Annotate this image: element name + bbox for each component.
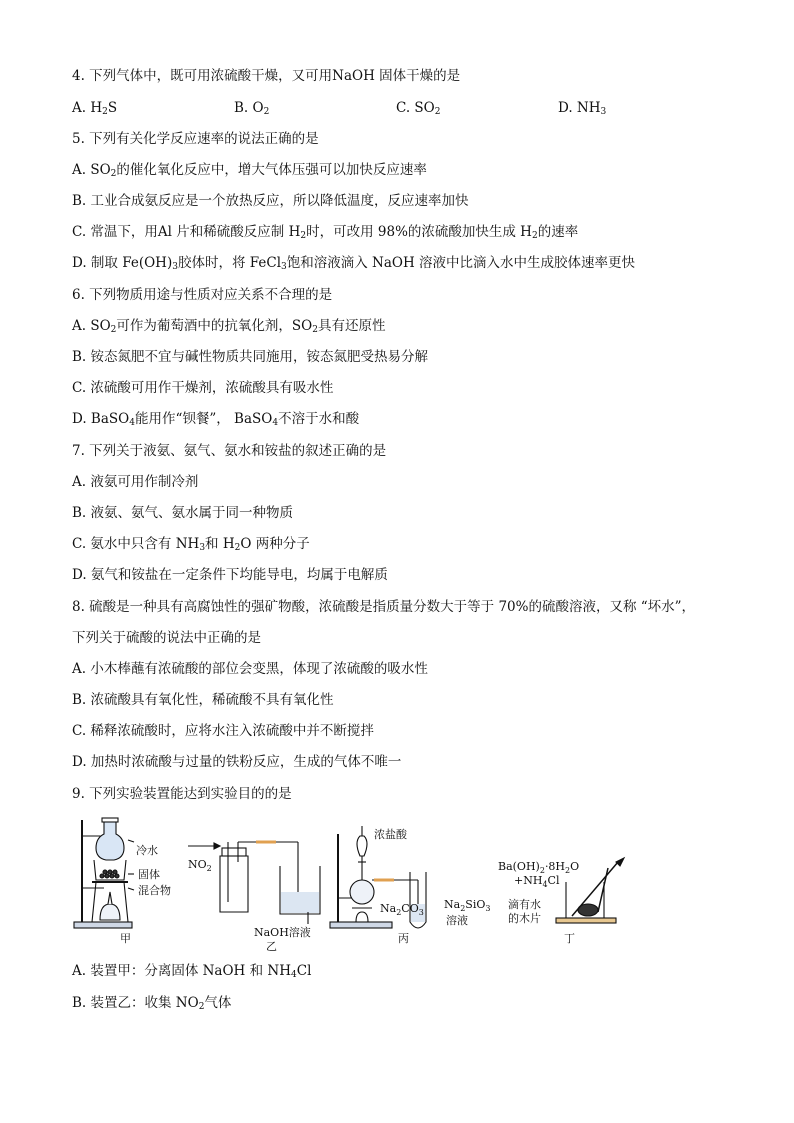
- q6-option-a: A. $SO_2$可作为葡萄酒中的抗氧化剂，$SO_2$具有还原性: [72, 318, 386, 335]
- q6-option-b: B. 铵态氮肥不宜与碱性物质共同施用，铵态氮肥受热易分解: [72, 349, 429, 365]
- q4-option-a: A. $H_2S$: [72, 100, 118, 117]
- q5-option-b: B. 工业合成氨反应是一个放热反应，所以降低温度，反应速率加快: [72, 193, 469, 209]
- q4-options: [72, 98, 732, 122]
- q5-option-a: A. $SO_2$的催化氧化反应中，增大气体压强可以加快反应速率: [72, 162, 427, 179]
- label-solid-1: 固体: [138, 868, 160, 881]
- q5-stem: 5. 下列有关化学反应速率的说法正确的是: [72, 131, 319, 147]
- caption-bing: 丙: [398, 932, 409, 945]
- q7-option-a: A. 液氨可用作制冷剂: [72, 474, 199, 490]
- q7-option-d: D. 氨气和铵盐在一定条件下均能导电，均属于电解质: [72, 567, 388, 583]
- q8-stem-line1: 8. 硫酸是一种具有高腐蚀性的强矿物酸，浓硫酸是指质量分数大于等于 70%的硫酸溶液，又称 “坏水”，: [72, 599, 696, 615]
- label-naoh-solution: NaOH溶液: [254, 926, 311, 939]
- apparatus-yi: [188, 842, 320, 924]
- q4-option-c: C. $SO_2$: [396, 100, 441, 117]
- q8-option-b: B. 浓硫酸具有氧化性，稀硫酸不具有氧化性: [72, 692, 334, 708]
- q6-stem: 6. 下列物质用途与性质对应关系不合理的是: [72, 287, 333, 303]
- label-wood-1: 滴有水: [508, 898, 541, 911]
- q9-option-b: B. 装置乙：收集 $NO_2$气体: [72, 995, 232, 1012]
- q6-option-d: D. BaSO$_4$能用作“钡餐”， BaSO$_4$不溶于水和酸: [72, 411, 360, 428]
- label-conc-hcl: 浓盐酸: [374, 828, 407, 841]
- q4-option-d: D. $NH_3$: [558, 100, 607, 117]
- caption-ding: 丁: [564, 932, 575, 945]
- q8-stem-line2: 下列关于硫酸的说法中正确的是: [72, 630, 261, 646]
- label-nh4cl: $+NH_4Cl$: [514, 874, 560, 889]
- q4-stem: 4. 下列气体中，既可用浓硫酸干燥，又可用NaOH 固体干燥的是: [72, 68, 461, 84]
- q5-option-c: C. 常温下，用Al 片和稀硫酸反应制 $H_2$时，可改用 98%的浓硫酸加快生成 $H_2$的速率: [72, 224, 579, 241]
- q8-option-c: C. 稀释浓硫酸时，应将水注入浓硫酸中并不断搅拌: [72, 723, 374, 739]
- label-na2co3: $Na_2CO_3$: [380, 902, 424, 917]
- q8-option-a: A. 小木棒蘸有浓硫酸的部位会变黑，体现了浓硫酸的吸水性: [72, 661, 428, 677]
- label-na2sio3: $Na_2SiO_3$: [444, 898, 491, 913]
- q8-option-d: D. 加热时浓硫酸与过量的铁粉反应，生成的气体不唯一: [72, 754, 402, 770]
- caption-jia: 甲: [120, 932, 131, 945]
- q5-option-d: D. 制取 $Fe(OH)_3$胶体时，将 FeCl$_3$饱和溶液滴入 NaOH 溶液中比滴入水中生成胶体速率更快: [72, 255, 636, 272]
- label-no2: $NO_2$: [188, 858, 212, 873]
- caption-yi: 乙: [266, 940, 277, 952]
- label-baoh2: $Ba(OH)_2\cdot 8H_2O$: [498, 860, 580, 875]
- label-wood-2: 的木片: [508, 912, 541, 925]
- label-solid-2: 混合物: [138, 884, 171, 897]
- apparatus-jia: [74, 818, 134, 928]
- q4-option-b: B. $O_2$: [234, 100, 270, 117]
- q7-option-c: C. 氨水中只含有 $NH_3$和 $H_2O$ 两种分子: [72, 536, 310, 553]
- q7-stem: 7. 下列关于液氨、氨气、氨水和铵盐的叙述正确的是: [72, 443, 387, 459]
- label-cold-water: 冷水: [136, 844, 158, 857]
- q9-apparatus-figure: [68, 812, 638, 952]
- label-silicate-solution: 溶液: [446, 914, 468, 927]
- q9-option-a: A. 装置甲：分离固体 NaOH 和 $NH_4Cl$: [72, 963, 312, 980]
- q9-stem: 9. 下列实验装置能达到实验目的的是: [72, 786, 292, 802]
- q6-option-c: C. 浓硫酸可用作干燥剂，浓硫酸具有吸水性: [72, 380, 334, 396]
- q7-option-b: B. 液氨、氨气、氨水属于同一种物质: [72, 505, 294, 521]
